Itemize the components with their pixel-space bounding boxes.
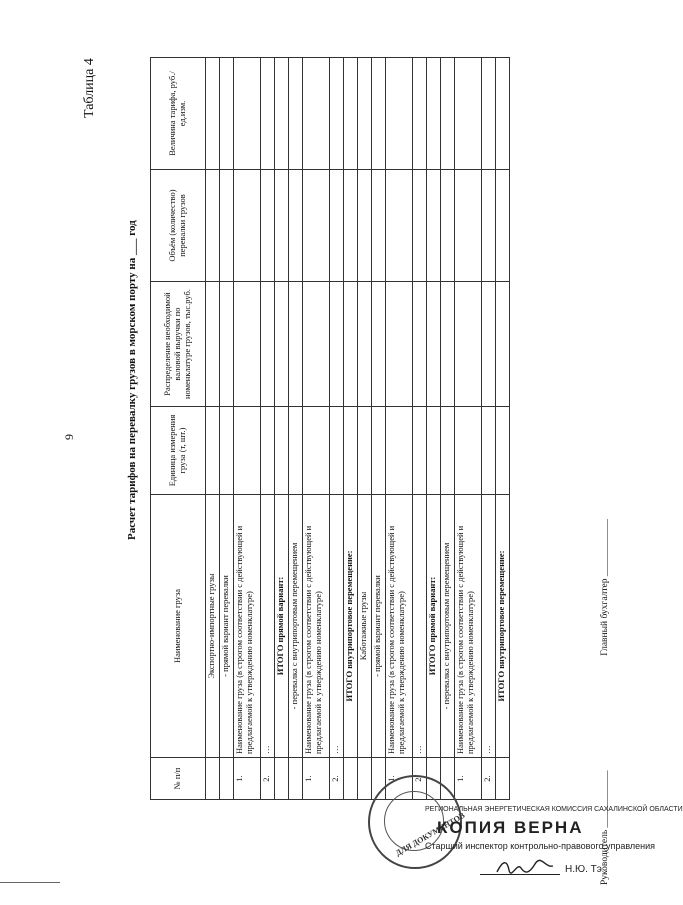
chief-accountant-label: Главный бухгалтер	[600, 578, 610, 656]
empty-value-cell	[455, 407, 482, 495]
empty-value-cell	[206, 170, 220, 282]
copy-verified-text: КОПИЯ ВЕРНА	[437, 818, 584, 837]
empty-value-cell	[289, 170, 303, 282]
row-number-cell: 2.	[413, 758, 427, 800]
empty-value-cell	[358, 58, 372, 170]
empty-value-cell	[413, 58, 427, 170]
empty-value-cell	[275, 58, 289, 170]
table-row	[372, 58, 386, 800]
cargo-name-cell: - прямой вариант перевалки	[220, 495, 234, 758]
empty-value-cell	[344, 282, 358, 407]
certification-header: РЕГИОНАЛЬНАЯ ЭНЕРГЕТИЧЕСКАЯ КОМИССИЯ САХАЛИНСКОЙ ОБЛАСТИ	[425, 806, 683, 813]
cargo-name-cell: Наименование груза (в строгом соответствии с действующей и предлагаемой к утверждению номенклатуре)	[386, 495, 413, 758]
table-row	[303, 58, 330, 800]
row-number-cell	[275, 758, 289, 800]
cargo-name-cell: …	[413, 495, 427, 758]
signer-name: Н.Ю. Тэ	[565, 864, 602, 875]
row-number-cell: 1.	[386, 758, 413, 800]
empty-value-cell	[330, 58, 344, 170]
empty-value-cell	[386, 282, 413, 407]
empty-value-cell	[427, 407, 441, 495]
empty-value-cell	[206, 407, 220, 495]
row-number-cell	[289, 758, 303, 800]
empty-value-cell	[303, 58, 330, 170]
empty-value-cell	[275, 282, 289, 407]
empty-value-cell	[441, 170, 455, 282]
table-row	[455, 58, 482, 800]
table-label: Таблица 4	[82, 58, 97, 118]
empty-value-cell	[455, 170, 482, 282]
page-title: Расчет тарифов на перевалку грузов в морском порту на ___ год	[126, 220, 138, 540]
empty-value-cell	[275, 407, 289, 495]
empty-value-cell	[496, 282, 510, 407]
row-number-cell: 1.	[455, 758, 482, 800]
empty-value-cell	[261, 407, 275, 495]
empty-value-cell	[330, 282, 344, 407]
empty-value-cell	[372, 58, 386, 170]
empty-value-cell	[234, 170, 261, 282]
empty-value-cell	[330, 407, 344, 495]
cargo-name-cell: Наименование груза (в строгом соответствии с действующей и предлагаемой к утверждению номенклатуре)	[303, 495, 330, 758]
row-number-cell	[220, 758, 234, 800]
empty-value-cell	[206, 58, 220, 170]
cargo-name-cell: …	[482, 495, 496, 758]
row-number-cell	[358, 758, 372, 800]
empty-value-cell	[413, 282, 427, 407]
empty-value-cell	[303, 407, 330, 495]
cargo-name-cell: ИТОГО прямой вариант:	[427, 495, 441, 758]
row-number-cell	[206, 758, 220, 800]
empty-value-cell	[358, 282, 372, 407]
empty-value-cell	[261, 58, 275, 170]
empty-value-cell	[261, 282, 275, 407]
table-body	[206, 58, 510, 800]
row-number-cell	[496, 758, 510, 800]
empty-value-cell	[413, 170, 427, 282]
empty-value-cell	[303, 170, 330, 282]
table-row	[330, 58, 344, 800]
empty-value-cell	[372, 170, 386, 282]
empty-value-cell	[289, 407, 303, 495]
empty-value-cell	[482, 407, 496, 495]
cargo-name-cell: ИТОГО прямой вариант:	[275, 495, 289, 758]
column-header-revenue: Распределение необходимой валовой выручки по номенклатуре грузов, тыс.руб.	[151, 282, 206, 407]
row-number-cell	[344, 758, 358, 800]
empty-value-cell	[344, 58, 358, 170]
row-number-cell: 2.	[482, 758, 496, 800]
empty-value-cell	[427, 282, 441, 407]
table-row	[289, 58, 303, 800]
empty-value-cell	[289, 58, 303, 170]
cargo-name-cell: - прямой вариант перевалки	[372, 495, 386, 758]
table-row	[344, 58, 358, 800]
cargo-name-cell: …	[330, 495, 344, 758]
page-number: 9	[62, 434, 76, 440]
cargo-name-cell: ИТОГО внутрипортовое перемещение:	[496, 495, 510, 758]
table-row	[358, 58, 372, 800]
empty-value-cell	[482, 170, 496, 282]
cargo-name-cell: Наименование груза (в строгом соответствии с действующей и предлагаемой к утверждению номенклатуре)	[234, 495, 261, 758]
cargo-name-cell: Экспортно-импортные грузы	[206, 495, 220, 758]
table-row	[441, 58, 455, 800]
empty-value-cell	[386, 58, 413, 170]
empty-value-cell	[496, 407, 510, 495]
empty-value-cell	[220, 170, 234, 282]
table-row	[275, 58, 289, 800]
empty-value-cell	[303, 282, 330, 407]
empty-value-cell	[372, 407, 386, 495]
empty-value-cell	[455, 58, 482, 170]
row-number-cell: 1.	[303, 758, 330, 800]
empty-value-cell	[234, 407, 261, 495]
empty-value-cell	[358, 407, 372, 495]
empty-value-cell	[206, 282, 220, 407]
empty-value-cell	[220, 407, 234, 495]
table-row	[427, 58, 441, 800]
empty-value-cell	[358, 170, 372, 282]
empty-value-cell	[234, 282, 261, 407]
empty-value-cell	[372, 282, 386, 407]
column-header-volume: Объём (количество) перевалки грузов	[151, 170, 206, 282]
empty-value-cell	[330, 170, 344, 282]
cargo-name-cell: - перевалка с внутрипортовым перемещением	[441, 495, 455, 758]
empty-value-cell	[344, 170, 358, 282]
cargo-name-cell: - перевалка с внутрипортовым перемещением	[289, 495, 303, 758]
seal-center-text: ДЛЯ ДОКУМЕНТОВ	[394, 810, 467, 858]
empty-value-cell	[220, 282, 234, 407]
empty-value-cell	[441, 282, 455, 407]
column-header-unit: Единица измерения груза (т, шт.)	[151, 407, 206, 495]
empty-value-cell	[496, 170, 510, 282]
empty-value-cell	[386, 170, 413, 282]
signature-footer: Руководитель ____________ Главный бухгалтер ____________	[600, 519, 610, 885]
certifier-position: Старший инспектор контрольно-правового управления	[425, 841, 656, 851]
copy-certification-stamp	[425, 806, 683, 881]
table-row	[386, 58, 413, 800]
empty-value-cell	[234, 58, 261, 170]
row-number-cell: 2.	[261, 758, 275, 800]
empty-value-cell	[344, 407, 358, 495]
empty-value-cell	[289, 282, 303, 407]
table-row	[234, 58, 261, 800]
column-header-tariff: Величина тарифа, руб./ ед.изм.	[151, 58, 206, 170]
table-row	[220, 58, 234, 800]
empty-value-cell	[482, 282, 496, 407]
table-row	[206, 58, 220, 800]
empty-value-cell	[427, 58, 441, 170]
empty-value-cell	[482, 58, 496, 170]
table-row	[496, 58, 510, 800]
table-row	[413, 58, 427, 800]
empty-value-cell	[455, 282, 482, 407]
empty-value-cell	[427, 170, 441, 282]
cargo-name-cell: Наименование груза (в строгом соответствии с действующей и предлагаемой к утверждению номенклатуре)	[455, 495, 482, 758]
empty-value-cell	[386, 407, 413, 495]
empty-value-cell	[275, 170, 289, 282]
tariff-table	[150, 57, 510, 800]
empty-value-cell	[261, 170, 275, 282]
row-number-cell: 2.	[330, 758, 344, 800]
row-number-cell: 1.	[234, 758, 261, 800]
empty-value-cell	[496, 58, 510, 170]
empty-value-cell	[441, 58, 455, 170]
table-row	[482, 58, 496, 800]
empty-value-cell	[413, 407, 427, 495]
head-label: Руководитель	[600, 829, 610, 885]
column-header-number: № п/п	[151, 758, 206, 800]
column-header-cargo-name: Наименование груза	[151, 495, 206, 758]
cargo-name-cell: ИТОГО внутрипортовое перемещение:	[344, 495, 358, 758]
cargo-name-cell: …	[261, 495, 275, 758]
empty-value-cell	[441, 407, 455, 495]
empty-value-cell	[220, 58, 234, 170]
cargo-name-cell: Каботажные грузы	[358, 495, 372, 758]
table-row	[261, 58, 275, 800]
table-header-row	[151, 58, 206, 800]
